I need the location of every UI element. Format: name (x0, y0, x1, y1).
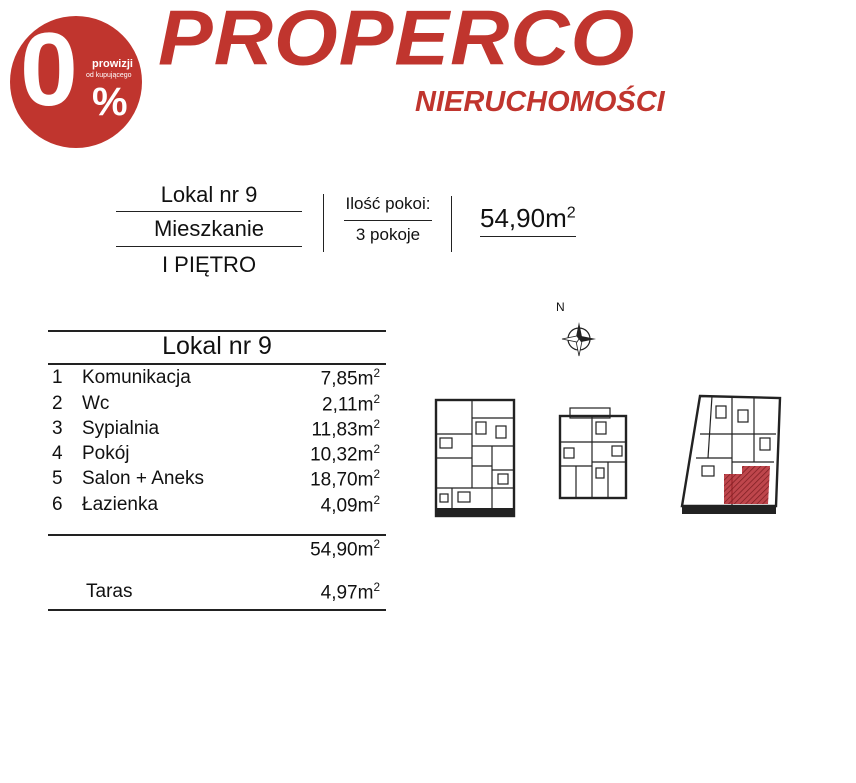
rooms-value: 3 pokoje (355, 225, 421, 244)
zero-commission-badge (10, 12, 142, 148)
divider (480, 236, 576, 237)
room-name: Łazienka (82, 494, 159, 515)
divider (116, 211, 302, 212)
highlighted-unit (724, 466, 770, 504)
brand-logo: PROPERCO (158, 0, 636, 82)
brand-subtitle: NIERUCHOMOŚCI (415, 86, 665, 118)
header-area (480, 203, 576, 234)
compass-label: N (556, 300, 565, 314)
room-area-value: 7,85m (320, 368, 374, 390)
room-area-value: 11,83m (311, 419, 374, 441)
table-row (52, 367, 386, 393)
room-area-value: 2,11m (322, 394, 374, 416)
header-unit: Lokal nr 9 (160, 182, 258, 207)
rooms-label: Ilość pokoi: (345, 194, 431, 213)
badge-zero: 0 (20, 12, 76, 128)
table-row (52, 494, 386, 520)
total-area-value: 54,90m (310, 539, 374, 561)
room-area-sup: 2 (373, 494, 380, 507)
room-area (321, 367, 380, 390)
room-area-sup: 2 (373, 393, 380, 406)
terrace-area-sup: 2 (373, 581, 380, 594)
total-area-sup: 2 (373, 538, 380, 551)
header-floor: I PIĘTRO (161, 252, 257, 277)
floor-plan-building-left (432, 396, 524, 520)
table-row (52, 418, 386, 444)
room-area (310, 468, 380, 491)
table-header-rule (48, 363, 386, 365)
badge-line1: prowizji (92, 58, 133, 70)
table-row (52, 443, 386, 469)
room-area-value: 18,70m (310, 469, 374, 491)
terrace-area (321, 581, 380, 604)
table-row (52, 468, 386, 494)
header-type: Mieszkanie (153, 216, 265, 241)
room-name: Sypialnia (82, 418, 160, 439)
room-area-sup: 2 (373, 418, 380, 431)
table-sum-rule (48, 534, 386, 536)
terrace-label: Taras (86, 581, 133, 602)
room-area-sup: 2 (373, 367, 380, 380)
floor-plan-building-middle (556, 406, 632, 502)
terrace-area-value: 4,97m (320, 582, 374, 604)
divider (116, 246, 302, 247)
badge-percent: % (92, 80, 128, 124)
vertical-divider (451, 196, 452, 252)
divider (344, 220, 432, 221)
row-number: 3 (52, 418, 63, 439)
total-area (310, 538, 380, 561)
row-number: 2 (52, 393, 63, 414)
table-total-row (52, 538, 386, 564)
table-row (52, 393, 386, 419)
vertical-divider (323, 194, 324, 252)
room-area (311, 418, 380, 441)
room-area-sup: 2 (373, 468, 380, 481)
room-area (321, 494, 380, 517)
row-number: 5 (52, 468, 63, 489)
table-bottom-rule (48, 609, 386, 611)
floor-plan-building-right (676, 392, 784, 518)
room-area-value: 4,09m (320, 495, 374, 517)
terrace-row (52, 581, 386, 607)
room-name: Wc (82, 393, 110, 414)
row-number: 4 (52, 443, 63, 464)
room-name: Komunikacja (82, 367, 191, 388)
header-area-sup: 2 (566, 203, 576, 222)
room-name: Pokój (82, 443, 130, 464)
badge-line2: od kupującego (86, 72, 132, 79)
row-number: 1 (52, 367, 63, 388)
room-area-sup: 2 (373, 443, 380, 456)
room-area (322, 393, 380, 416)
header-area-value: 54,90m (480, 203, 567, 233)
room-name: Salon + Aneks (82, 468, 205, 489)
row-number: 6 (52, 494, 63, 515)
room-area (310, 443, 380, 466)
table-title: Lokal nr 9 (162, 332, 272, 360)
compass-icon (560, 320, 598, 358)
room-area-value: 10,32m (310, 444, 374, 466)
